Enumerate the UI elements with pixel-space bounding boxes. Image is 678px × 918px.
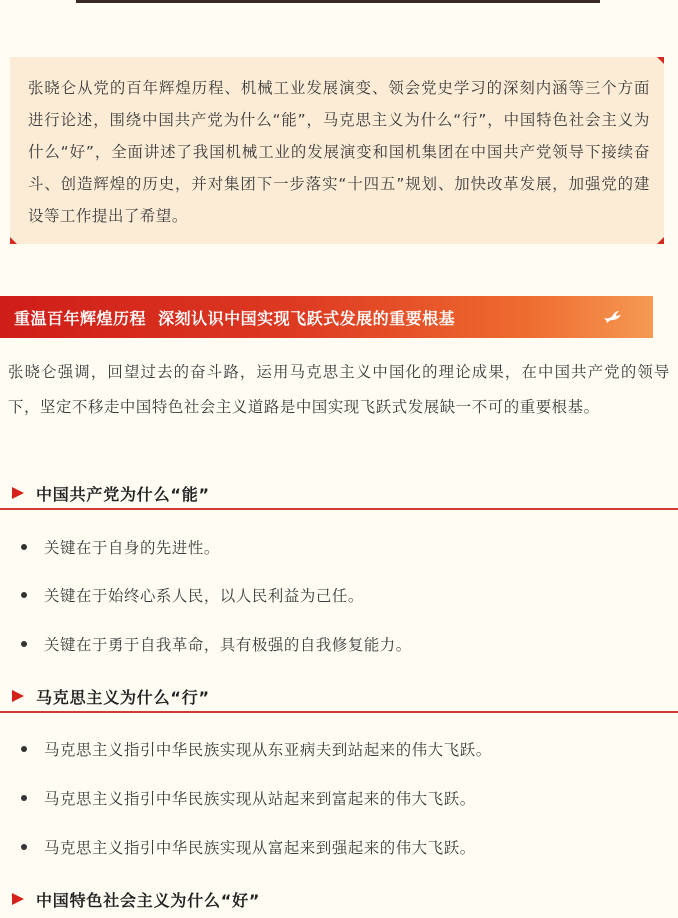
subheading-marxism xyxy=(0,681,678,713)
list-item-text: 关键在于勇于自我革命，具有极强的自我修复能力。 xyxy=(44,636,412,654)
bullet-dot xyxy=(21,844,27,850)
intro-text: 张晓仑从党的百年辉煌历程、机械工业发展演变、领会党史学习的深刻内涵等三个方面进行论述，围绕中国共产党为什么“能”，马克思主义为什么“行”，中国特色社会主义为什么“好”，全面讲述了我国机械工业的发展演变和国机集团在中国共产党领导下接续奋斗、创造辉煌的历史，并对集团下一步落实“十四五”规划、加快改革发展，加强党的建设等工作提出了希望。 xyxy=(28,79,650,225)
corner-decoration xyxy=(10,237,17,244)
section-lead-paragraph: 张晓仑强调，回望过去的奋斗路，运用马克思主义中国化的理论成果，在中国共产党的领导下，坚定不移走中国特色社会主义道路是中国实现飞跃式发展缺一不可的重要根基。 xyxy=(8,363,670,416)
corner-decoration xyxy=(657,237,664,244)
subheading-party xyxy=(0,478,678,510)
bullet-dot xyxy=(21,641,27,647)
arrow-right-icon xyxy=(12,487,24,499)
list-item-text: 马克思主义指引中华民族实现从富起来到强起来的伟大飞跃。 xyxy=(44,839,476,857)
list-item xyxy=(0,629,678,659)
list-item-text: 马克思主义指引中华民族实现从站起来到富起来的伟大飞跃。 xyxy=(44,790,476,808)
bullet-dot xyxy=(21,746,27,752)
arrow-right-icon xyxy=(12,690,24,702)
subheading-socialism xyxy=(0,884,678,914)
list-item-text: 关键在于自身的先进性。 xyxy=(44,539,220,557)
list-item xyxy=(0,734,678,764)
subheading-text: 中国共产党为什么“能” xyxy=(36,484,210,504)
top-divider xyxy=(76,0,600,3)
section-banner xyxy=(0,296,653,338)
bullet-dot xyxy=(21,795,27,801)
list-item-text: 关键在于始终心系人民，以人民利益为己任。 xyxy=(44,587,364,605)
list-item xyxy=(0,532,678,562)
section-title: 重温百年辉煌历程 深刻认识中国实现飞跃式发展的重要根基 xyxy=(14,308,456,328)
dove-icon xyxy=(603,310,623,324)
list-item-text: 马克思主义指引中华民族实现从东亚病夫到站起来的伟大飞跃。 xyxy=(44,741,492,759)
subheading-text: 马克思主义为什么“行” xyxy=(36,687,210,707)
subheading-text: 中国特色社会主义为什么“好” xyxy=(36,890,261,910)
bullet-dot xyxy=(21,544,27,550)
list-item xyxy=(0,832,678,862)
bullet-dot xyxy=(21,592,27,598)
arrow-right-icon xyxy=(12,893,24,905)
corner-decoration xyxy=(657,57,664,64)
list-item xyxy=(0,783,678,813)
list-item xyxy=(0,580,678,610)
intro-summary-box xyxy=(10,57,664,244)
